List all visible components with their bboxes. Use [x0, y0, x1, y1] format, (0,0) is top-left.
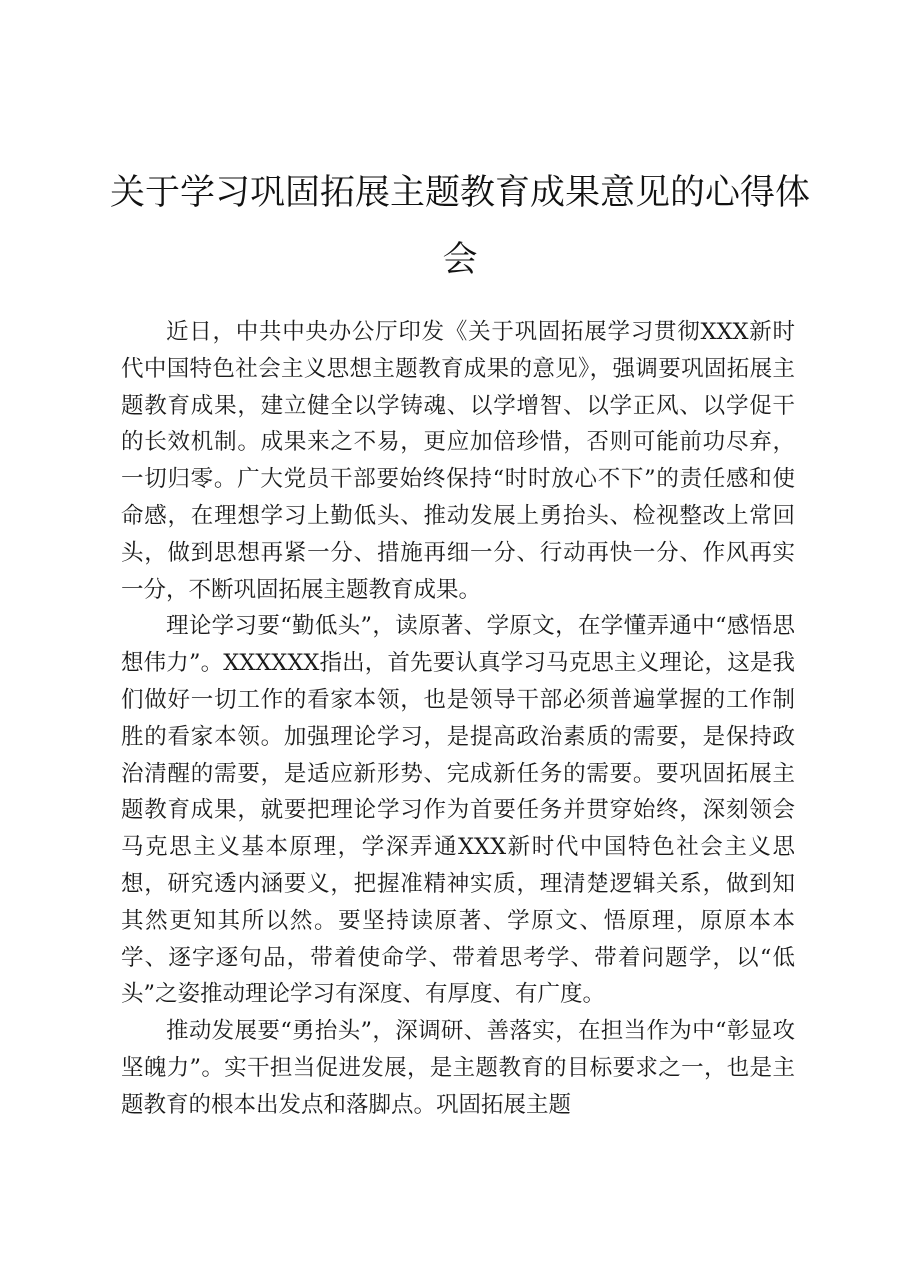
paragraph: 近日，中共中央办公厅印发《关于巩固拓展学习贯彻XXX新时代中国特色社会主义思想主题教育成果的意见》，强调要巩固拓展主题教育成果，建立健全以学铸魂、以学增智、以学正风、以学促干的长效机制。成果来之不易，更应加倍珍惜，否则可能前功尽弃，一切归零。广大党员干部要始终保持“时时放心不下”的责任感和使命感，在理想学习上勤低头、推动发展上勇抬头、检视整改上常回头，做到思想再紧一分、措施再细一分、行动再快一分、作风再实一分，不断巩固拓展主题教育成果。: [121, 319, 795, 603]
document-title: 关于学习巩固拓展主题教育成果意见的心得体会: [110, 173, 811, 280]
paragraph: 推动发展要“勇抬头”，深调研、善落实，在担当作为中“彰显攻坚魄力”。实干担当促进发展，是主题教育的目标要求之一，也是主题教育的根本出发点和落脚点。巩固拓展主题: [121, 1018, 795, 1118]
document-body: [121, 314, 795, 1124]
paragraph: 理论学习要“勤低头”，读原著、学原文，在学懂弄通中“感悟思想伟力”。XXXXXX指出，首先要认真学习马克思主义理论，这是我们做好一切工作的看家本领，也是领导干部必须普遍掌握的工作制胜的看家本领。加强理论学习，是提高政治素质的需要，是保持政治清醒的需要，是适应新形势、完成新任务的需要。要巩固拓展主题教育成果，就要把理论学习作为首要任务并贯穿始终，深刻领会马克思主义基本原理，学深弄通XXX新时代中国特色社会主义思想，研究透内涵要义，把握准精神实质，理清楚逻辑关系，做到知其然更知其所以然。要坚持读原著、学原文、悟原理，原原本本学、逐字逐句品，带着使命学、带着思考学、带着问题学，以“低头”之姿推动理论学习有深度、有厚度、有广度。: [121, 613, 795, 1008]
